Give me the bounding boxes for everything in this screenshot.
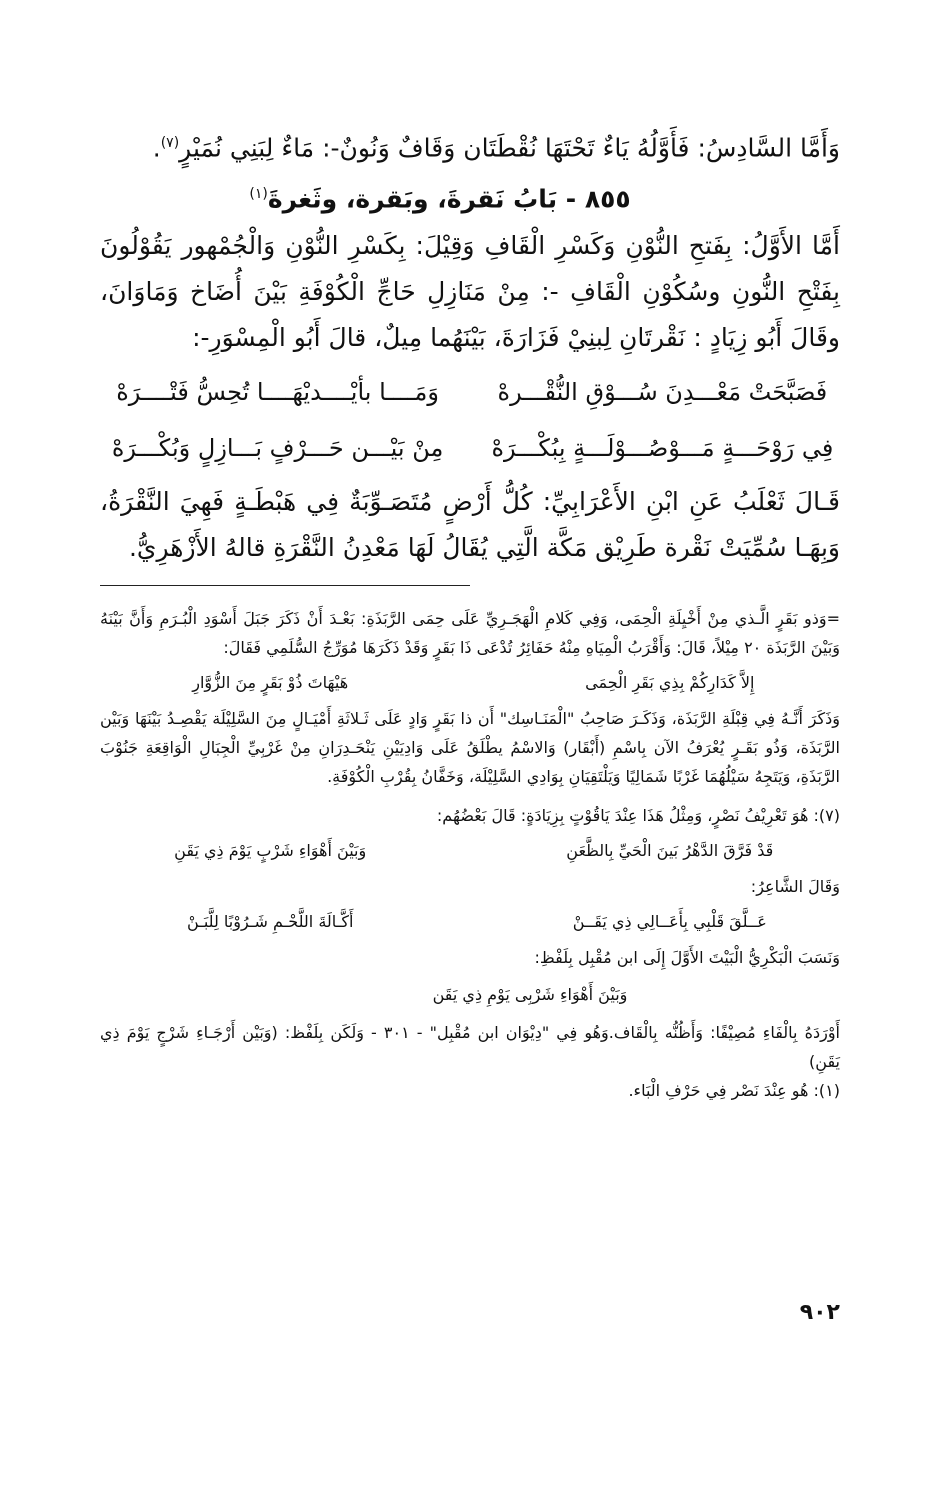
intro-line: وَأَمَّا السَّادِسُ: فَأَوَّلُهُ يَاءٌ تَحْتَهَا نُقْطَتَان وَقَافٌ وَنُونٌ-: مَاءٌ لِبَنِي نُمَيْرٍ$^{(٧)}$. bbox=[152, 133, 840, 163]
verse-first-hemistich: قَدْ فَرَّقَ الدَّهْرُ بَينَ الْحَيِّ بِالظَّعَنِ bbox=[566, 840, 774, 860]
main-text bbox=[100, 120, 840, 571]
footnote-paragraph: وَقَالَ الشَّاعِرُ: bbox=[750, 876, 840, 896]
verse-second-hemistich: وَمَــــا بأيْــــديْهَــــا تُحِسُّ فَتْــــرَهْ bbox=[116, 377, 439, 406]
intro-footnote-ref: (٧) bbox=[160, 135, 180, 151]
verse-line bbox=[100, 367, 840, 417]
paragraph: قَـالَ ثَعْلَبُ عَنِ ابْنِ الأَعْرَابِيِّ: كُلُّ أَرْضٍ مُتَصَـوِّبَةٌ فِي هَبْطَـةٍ فَهِيَ النَّقْرَةُ، وَبِهَـا سُمِّيَتْ نَقْرة طَرِيْق مَكَّة الَّتِي يُقَالُ لَهَا مَعْدِنُ النَّقْرَةِ قالهُ الأَزْهَرِيُّ. bbox=[100, 486, 840, 562]
verse-first-hemistich: فَصَبَّحَتْ مَعْـــدِنَ سُـــوْقِ النُّقْـــرهْ bbox=[497, 377, 828, 406]
footnote-verse bbox=[100, 905, 840, 939]
footnotes bbox=[100, 604, 840, 1105]
heading-footnote-ref: (١) bbox=[249, 186, 268, 203]
page bbox=[100, 120, 840, 1105]
footnote-verse bbox=[100, 666, 840, 700]
intro-text: وَأَمَّا السَّادِسُ: فَأَوَّلُهُ يَاءٌ تَحْتَهَا نُقْطَتَان وَقَافٌ وَنُونٌ-: مَاءٌ لِبَنِي نُمَيْرٍ bbox=[179, 133, 840, 163]
verse-second-hemistich: هَيْهَاتَ ذُوْ بَقَرٍ مِنَ الزُّوَّارِ bbox=[192, 672, 349, 692]
verse-first-hemistich: فِي رَوْحَـــةٍ مَـــوْصُـــوْلَـــةٍ بِبُكْـــرَهْ bbox=[491, 433, 834, 462]
verse-second-hemistich: مِنْ بَيْـــن حَـــرْفٍ بَـــازِلٍ وَبُكْـــرَهْ bbox=[111, 433, 444, 462]
verse-line bbox=[100, 423, 840, 473]
page-number: ٩٠٢ bbox=[799, 1300, 840, 1325]
footnote-single-hemistich: وَبَيْنَ أَهْوَاءِ شَرْبِى يَوْمِ ذِي يَقَن bbox=[432, 984, 628, 1004]
footnote-paragraph: =وَذو بَقَرٍ الَّـذي مِنْ أَخْيِلَةِ الْحِمَى، وَفِي كَلامِ الْهَجَـرِيِّ عَلَى حِمَى الرَّبَذَةِ: بَعْـدَ أَنْ ذَكَرَ جَبَلَ أَسْوَدِ الْبُـرَمِ وَأَنَّ بَيْنَهُ وَبَيْنَ الرَّبَذَة ٢٠ مِيْلاً، قَالَ: وَأَقْرَبُ الْمِيَاهِ مِنْهُ حَفَائِرُ تُدْعَى ذَا بَقَرٍ وَقَدْ ذَكَرَهَا مُوَرِّجُ السُّلَمِي فَقَالَ: bbox=[100, 608, 840, 657]
footnote-paragraph: وَذَكَرَ أَنَّـهُ فِي قِبْلَةِ الرَّبَذَة، وَذَكَـرَ صَاحِبُ "الْمَنَـاسِك" أَن ذا بَقَرٍ وَادٍ عَلَى ثَـلاثَةِ أَمْيَـالٍ مِنَ السَّلِيْلَة يَقْصِـدُ بَيْنَهَا وَبَيْن الرَّبَذَة، وَذُو بَقَـرٍ يُعْرَفُ الآن بِاسْمِ (أَبْقَار) وَالاسْمُ يطْلَقُ عَلَى وَادِيَيْنِ يَنْحَـدِرَانِ مِنْ غَرْبِيِّ الْجِبَالِ الْوَاقِعَةِ جَنُوْبَ الرَّبَذَةِ، وَيَتَجِهُ سَيْلُهُمَا غَرْبًا شَمَالِيًا وَيَلْتَقِيَانِ بِوَادِي السَّلِيْلَة، وَخَفَّانُ بِقُرْبِ الْكُوْفَةِ. bbox=[100, 708, 840, 786]
footnote-paragraph: وَنَسَبَ الْبَكْرِيُّ الْبَيْتَ الأَوَّلَ إِلَى ابن مُقْبِل بِلَفْظِ: bbox=[534, 947, 840, 967]
section-heading bbox=[100, 171, 840, 222]
footnote-verse bbox=[100, 834, 840, 868]
footnote-paragraph: أَوْرَدَهُ بِالْفَاءِ مُصِيْفًا: وَأَظُنُّه بِالْقَاف.وَهُو فِي "دِيْوَان ابن مُقْبِل" - ٣٠١ - وَلَكَن بِلَفْظ: (وَبَيْن أَرْجَـاءِ شَرْجٍ يَوْمَ ذِي يَقَنِ) bbox=[100, 1022, 840, 1071]
verse-first-hemistich: إِلاَّ كَدَارِكُمْ بِذِي بَقَرِ الْحِمَى bbox=[585, 672, 755, 692]
footnote-paragraph: (٧): هُوَ تَعْرِيْفُ نَصْرٍ، وَمِثْلُ هَذَا عِنْدَ يَاقُوْتٍ بِزِيَادَةٍ: قَالَ بَعْضُهُم: bbox=[436, 805, 840, 825]
verse-second-hemistich: وَبَيْنَ أَهْوَاءِ شَرْبٍ يَوْمَ ذِي يَقَنِ bbox=[174, 840, 367, 860]
verse-first-hemistich: عَــلَّقَ قَلْبِي بِأَعَــالِي ذِي يَقَــنْ bbox=[572, 911, 767, 931]
footnote-divider bbox=[100, 585, 470, 586]
verse-second-hemistich: أَكَّـالَةَ اللَّحْـمِ شَـرُوْبًا لِلَّبَـنْ bbox=[186, 911, 354, 931]
footnote-paragraph: (١): هُو عِنْدَ نَصْر فِي حَرْفِ الْبَاء. bbox=[628, 1080, 840, 1100]
paragraph: أَمَّا الأَوَّلُ: بِفَتحِ النُّوْنِ وَكَسْرِ الْقَافِ وَقِيْلَ: بِكَسْرِ النُّوْنِ وَالْجُمْهور يَقُوْلُونَ بِفَتْحِ النُّونِ وسُكُوْنِ الْقَافِ -: مِنْ مَنَازِلِ حَاجِّ الْكُوْفَةِ بَيْنَ أُضَاخ وَمَاوَانَ، وقَالَ أَبُو زِيَادٍ : نَقْرتَانِ لِبنِيْ فَزَارَةَ، بَيْنَهُما مِيلٌ، قالَ أَبُو الْمِسْوَرِ-: bbox=[100, 230, 840, 352]
section-heading-text: ٨٥٥ - بَابُ نَقرةَ، وبَقرة، وثَغرةَ bbox=[267, 184, 631, 214]
